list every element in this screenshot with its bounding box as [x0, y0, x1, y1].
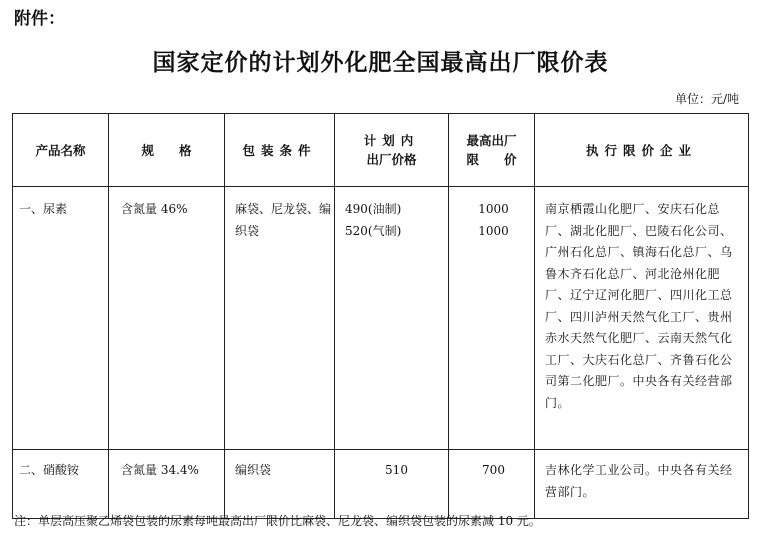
row-packaging: 编织袋	[225, 450, 335, 519]
row-product: 一、尿素	[13, 187, 109, 450]
row-max-price	[449, 187, 535, 450]
row-spec: 含氮量 34.4%	[109, 450, 225, 519]
max-price-oil: 1000	[478, 202, 509, 216]
table-row	[13, 187, 749, 450]
header-enterprises: 执行限价企业	[535, 114, 749, 187]
row-product: 二、硝酸铵	[13, 450, 109, 519]
row-spec: 含氮量 46%	[109, 187, 225, 450]
row-enterprises: 吉林化学工业公司。中央各有关经营部门。	[535, 450, 749, 519]
header-packaging: 包装条件	[225, 114, 335, 187]
footnote: 注：单层高压聚乙烯袋包装的尿素每吨最高出厂限价比麻袋、尼龙袋、编织袋包装的尿素减 10 元。	[14, 514, 541, 528]
header-planned-price-line2: 出厂价格	[366, 152, 417, 167]
row-packaging: 麻袋、尼龙袋、编织袋	[225, 187, 335, 450]
unit-label: 单位：元/吨	[674, 92, 739, 106]
table-header-row	[13, 114, 749, 187]
page-title: 国家定价的计划外化肥全国最高出厂限价表	[152, 49, 609, 76]
planned-price-gas: 520(气制)	[345, 223, 402, 238]
header-planned-price	[335, 114, 449, 187]
header-max-price-line2: 限 价	[466, 152, 517, 167]
header-max-price	[449, 114, 535, 187]
row-planned-price	[335, 187, 449, 450]
header-max-price-line1: 最高出厂	[466, 133, 517, 148]
row-enterprises: 南京栖霞山化肥厂、安庆石化总厂、湖北化肥厂、巴陵石化公司、广州石化总厂、镇海石化总厂、乌鲁木齐石化总厂、河北沧州化肥厂、辽宁辽河化肥厂、四川化工总厂、四川泸州天然气化工厂、贵州赤水天然气化肥厂、云南天然气化工厂、大庆石化总厂、齐鲁石化公司第二化肥厂。中央各有关经营部门。	[535, 187, 749, 450]
row-planned-price: 510	[335, 450, 449, 519]
header-planned-price-line1: 计划内	[363, 133, 420, 148]
header-product: 产品名称	[13, 114, 109, 187]
header-spec: 规 格	[109, 114, 225, 187]
attachment-label: 附件：	[14, 9, 65, 29]
row-max-price: 700	[449, 450, 535, 519]
planned-price-oil: 490(油制)	[345, 202, 402, 216]
table-row	[13, 450, 749, 519]
max-price-gas: 1000	[478, 223, 509, 238]
price-limit-table	[12, 113, 749, 519]
